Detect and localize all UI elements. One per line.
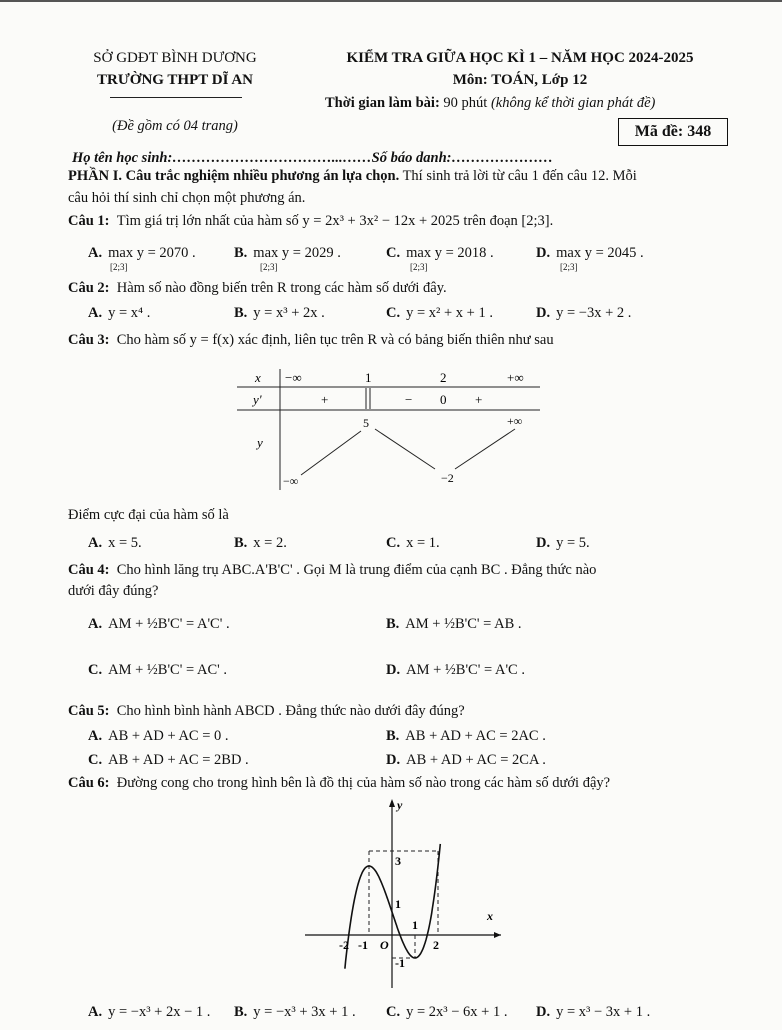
sign-zero: 0 [440,392,447,407]
arrow-up-2 [455,429,515,469]
tick-xm2: -2 [339,938,349,952]
time-label: Thời gian làm bài: [325,95,440,111]
q5-option-c[interactable]: C. AB + AD + AC = 2BD . [88,752,249,768]
q2-option-b[interactable]: B. y = x³ + 2x . [234,305,325,321]
question-4-line-2: dưới đây đúng? [68,583,159,599]
question-1 [68,213,553,230]
q1-sub-b: [2;3] [260,262,278,272]
sign-minus: − [405,392,413,407]
section-heading [68,168,637,185]
q4-option-d[interactable]: D. AM + ½B'C' = A'C . [386,662,525,678]
y-neg-inf: −∞ [283,474,299,488]
exam-time [325,95,655,112]
q3-prompt: Điểm cực đại của hàm số là [68,507,229,523]
label-y: y [397,798,403,812]
tick-y3: 3 [395,854,401,868]
q4-option-c[interactable]: C. AM + ½B'C' = AC' . [88,662,227,678]
label-x: x [487,909,493,923]
q1-option-b[interactable]: B. max y = 2029 . [234,245,341,261]
cubic-graph [305,795,505,990]
tick-y1: 1 [395,897,401,911]
time-value: 90 phút [439,95,491,111]
q1-option-c[interactable]: C. max y = 2018 . [386,245,494,261]
q1-sub-a: [2;3] [110,262,128,272]
q3-option-d[interactable]: D. y = 5. [536,535,590,551]
q2-option-d[interactable]: D. y = −3x + 2 . [536,305,632,321]
q6-option-b[interactable]: B. y = −x³ + 3x + 1 . [234,1004,356,1020]
variation-table [235,365,545,495]
tick-x2: 2 [433,938,439,952]
question-5: Câu 5: Cho hình bình hành ABCD . Đẳng thức nào dưới đây đúng? [68,703,465,719]
tick-ym1: -1 [395,956,405,970]
q3-option-b[interactable]: B. x = 2. [234,535,287,551]
arrow-up-1 [301,431,361,475]
question-2: Câu 2: Hàm số nào đồng biến trên R trong các hàm số dưới đây. [68,280,447,296]
x-neg-inf: −∞ [285,370,302,385]
x-axis-arrow [494,932,501,938]
q6-option-d[interactable]: D. y = x³ − 3x + 1 . [536,1004,651,1020]
x-pos-inf: +∞ [507,370,524,385]
tick-xm1: -1 [358,938,368,952]
y-min-value: −2 [441,471,454,485]
q5-option-b[interactable]: B. AB + AD + AC = 2AC . [386,728,546,744]
q1-sub-c: [2;3] [410,262,428,272]
q3-option-a[interactable]: A. x = 5. [88,535,142,551]
exam-subject: Môn: TOÁN, Lớp 12 [452,72,588,88]
student-info-line: Họ tên học sinh:……………………………...……Số báo danh:………………… [72,150,553,166]
question-6: Câu 6: Đường cong cho trong hình bên là đồ thị của hàm số nào trong các hàm số dưới đậy? [68,775,611,791]
row-label-x: x [255,370,261,385]
row-label-y: y [257,435,263,450]
q4-option-b[interactable]: B. AM + ½B'C' = AB . [386,616,522,632]
exam-title: KIỂM TRA GIỮA HỌC KÌ 1 – NĂM HỌC 2024-2025 [346,50,694,66]
section-instr-1: Thí sinh trả lời từ câu 1 đến câu 12. Mỗi [399,168,637,184]
q1-option-d[interactable]: D. max y = 2045 . [536,245,644,261]
arrow-down [375,429,435,469]
y-axis-arrow [389,799,395,807]
sign-plus-2: + [475,392,483,407]
q6-option-a[interactable]: A. y = −x³ + 2x − 1 . [88,1004,211,1020]
school-underline [110,97,242,98]
school-name: TRƯỜNG THPT DĨ AN [97,72,253,88]
time-note: (không kể thời gian phát đề) [490,95,656,111]
q4-option-a[interactable]: A. AM + ½B'C' = A'C' . [88,616,230,632]
q5-option-d[interactable]: D. AB + AD + AC = 2CA . [386,752,546,768]
q1-option-a[interactable]: A. max y = 2070 . [88,245,196,261]
label-origin: O [380,938,389,952]
question-4: Câu 4: Cho hình lăng trụ ABC.A'B'C' . Gọi M là trung điểm của cạnh BC . Đẳng thức nào [68,562,597,578]
q2-option-a[interactable]: A. y = x⁴ . [88,305,151,321]
section-instr-2: câu hỏi thí sinh chỉ chọn một phương án. [68,190,306,206]
pages-note: (Đề gồm có 04 trang) [112,118,238,134]
tick-x1: 1 [412,918,418,932]
y-pos-inf: +∞ [507,414,523,428]
exam-code: Mã đề: 348 [618,118,728,146]
q3-option-c[interactable]: C. x = 1. [386,535,440,551]
y-max-value: 5 [363,416,369,430]
question-label: Câu 1: [68,213,110,229]
top-border [0,0,782,2]
q5-option-a[interactable]: A. AB + AD + AC = 0 . [88,728,229,744]
x-val-2: 2 [440,370,447,385]
question-3: Câu 3: Cho hàm số y = f(x) xác định, liên tục trên R và có bảng biến thiên như sau [68,332,554,348]
q2-option-c[interactable]: C. y = x² + x + 1 . [386,305,493,321]
question-text: Tìm giá trị lớn nhất của hàm số y = 2x³ + 3x² − 12x + 2025 trên đoạn [2;3]. [116,213,554,229]
q6-option-c[interactable]: C. y = 2x³ − 6x + 1 . [386,1004,508,1020]
row-label-yp: y' [253,392,262,407]
dept-name: SỞ GDĐT BÌNH DƯƠNG [93,50,257,66]
sign-plus-1: + [321,392,329,407]
x-val-1: 1 [365,370,372,385]
section-title: PHẦN I. Câu trắc nghiệm nhiều phương án lựa chọn. [68,168,400,184]
q1-sub-d: [2;3] [560,262,578,272]
